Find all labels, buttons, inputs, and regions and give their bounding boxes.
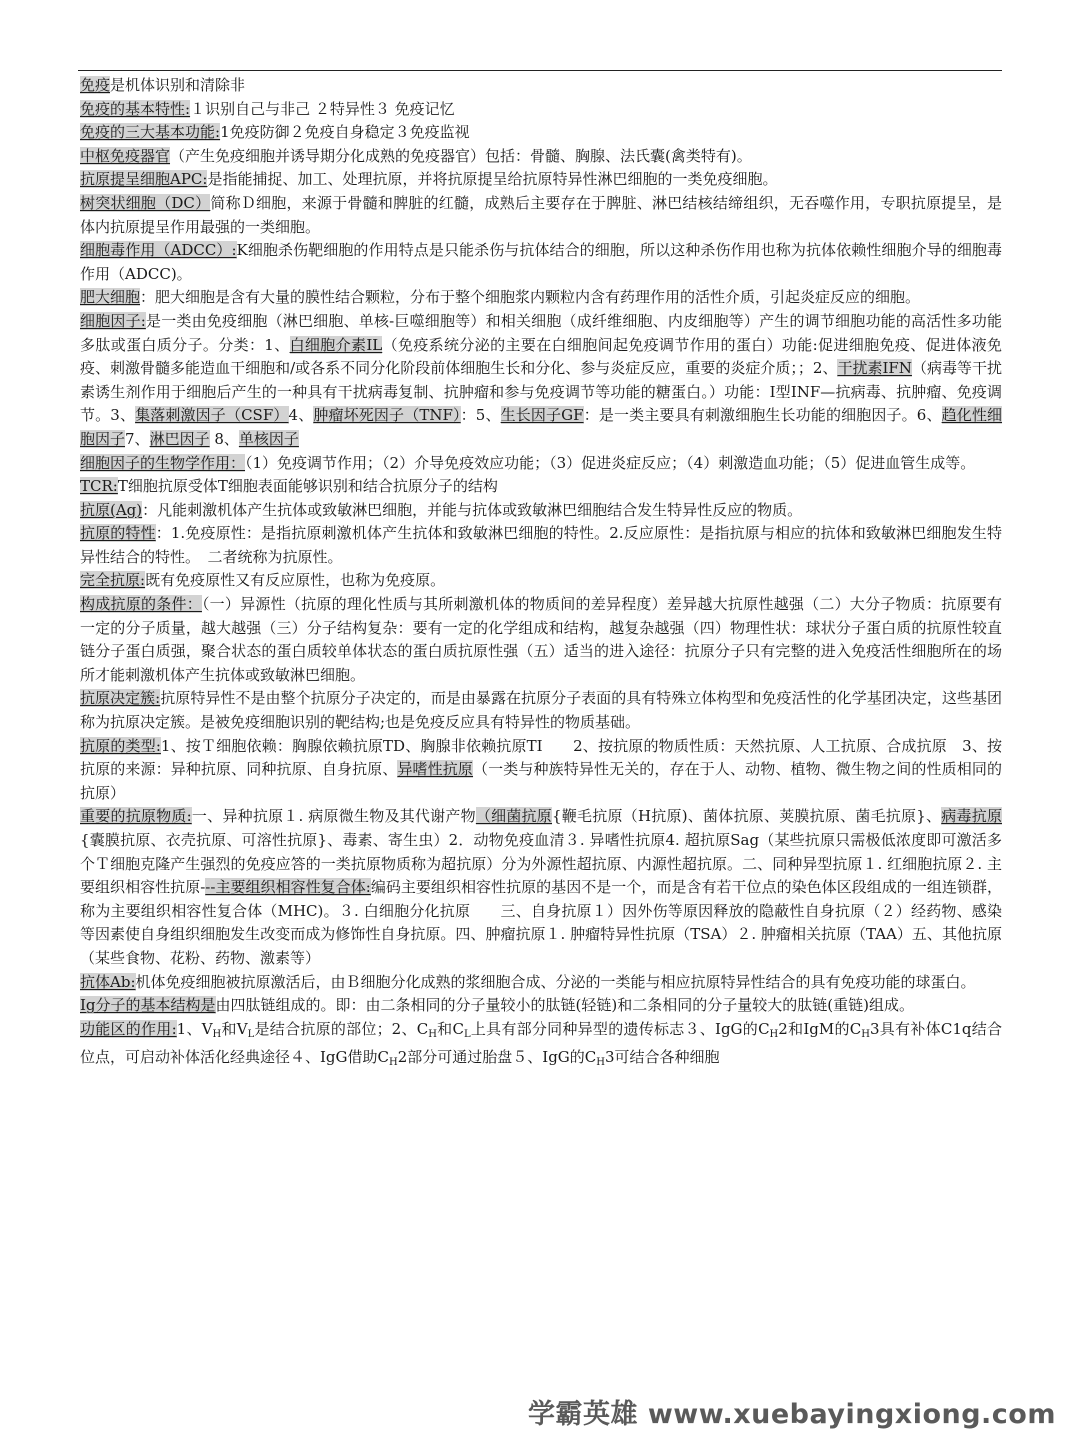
paragraph: TCR:T细胞抗原受体T细胞表面能够识别和结合抗原分子的结构: [80, 477, 498, 496]
paragraph: 树突状细胞（DC）简称Ｄ细胞，来源于骨髓和脾脏的红髓，成熟后主要存在于脾脏、淋巴结核结缔组织，无吞噬作用，专职抗原提呈，是体内抗原提呈作用最强的一类细胞。: [80, 193, 1002, 236]
paragraph: 抗体Ab:机体免疫细胞被抗原激活后，由Ｂ细胞分化成熟的浆细胞合成、分泌的一类能与相应抗原特异性结合的具有免疫功能的球蛋白。: [80, 972, 976, 991]
term: 白细胞介素IL: [289, 335, 383, 354]
paragraph: 功能区的作用:1、$V_H$和$V_L$是结合抗原的部位；2、$C_H$和$C_L$上具有部分同种异型的遗传标志３、IgG的$C_H2$和IgM的$C_H3$具有补体C1q结合位点，可启动补体活化经典途径４、IgG借助$C_H2$部分可通过胎盘５、IgG的$C_H3$可结合各种细胞: [80, 1019, 1002, 1069]
term: Ig分子的基本结构是: [80, 996, 216, 1015]
paragraph: 细胞因子的生物学作用：（1）免疫调节作用；（2）介导免疫效应功能；（3）促进炎症反应；（4）刺激造血功能；（5）促进血管生成等。: [80, 453, 976, 472]
term: 细胞毒作用（ADCC）:: [80, 241, 237, 260]
term: 完全抗原:: [80, 571, 146, 590]
paragraph: 免疫的基本特性:１识别自己与非己 ２特异性３ 免疫记忆: [80, 99, 455, 118]
term: 肿瘤坏死因子（TNF）: [313, 406, 461, 425]
paragraph: 重要的抗原物质:一、异种抗原１. 病原微生物及其代谢产物（细菌抗原{鞭毛抗原（H抗原)、菌体抗原、荚膜抗原、菌毛抗原}、病毒抗原{囊膜抗原、衣壳抗原、可溶性抗原}、毒素、寄生虫）2．动物免疫血清３. 异嗜性抗原4. 超抗原Sag（某些抗原只需极低浓度即可激活多个Ｔ细胞克隆产生强烈的免疫应答的一类抗原物质称为超抗原）分为外源性超抗原、内源性超抗原。二、同种异型抗原１. 红细胞抗原２. 主要组织相容性抗原---主要组织相容性复合体:编码主要组织相容性抗原的基因不是一个，而是含有若干位点的染色体区段组成的一组连锁群，称为主要组织相容性复合体（MHC)。３. 白细胞分化抗原 三、自身抗原１）因外伤等原因释放的隐蔽性自身抗原（２）经药物、感染等因素使自身组织细胞发生改变而成为修饰性自身抗原。四、肿瘤抗原１. 肿瘤特异性抗原（TSA）２. 肿瘤相关抗原（TAA）五、其他抗原（某些食物、花粉、药物、激素等）: [80, 807, 1002, 967]
term: 抗体: [80, 972, 111, 991]
term: 免疫: [80, 76, 111, 94]
term: 免疫的三大基本功能:: [80, 123, 221, 142]
paragraph: 构成抗原的条件：（一）异源性（抗原的理化性质与其所刺激机体的物质间的差异程度）差异越大抗原性越强（二）大分子物质：抗原要有一定的分子质量，越大越强（三）分子结构复杂：要有一定的化学组成和结构，越复杂越强（四）物理性状：球状分子蛋白质的抗原性较直链分子蛋白质强，聚合状态的蛋白质较单体状态的蛋白质抗原性强（五）适当的进入途径：抗原分子只有完整的进入免疫活性细胞所在的场所才能刺激机体产生抗体或致敏淋巴细胞。: [80, 595, 1002, 684]
paragraph: 抗原的特性：1.免疫原性：是指抗原刺激机体产生抗体和致敏淋巴细胞的特性。2.反应原性：是指抗原与相应的抗体和致敏淋巴细胞发生特异性结合的特性。 二者统称为抗原性。: [80, 524, 1002, 566]
paragraph: 抗原的类型:1、按Ｔ细胞依赖：胸腺依赖抗原TD、胸腺非依赖抗原TI 2、按抗原的物质性质：天然抗原、人工抗原、合成抗原 3、按抗原的来源：异种抗原、同种抗原、自身抗原、异嗜性抗原（一类与种族特异性无关的，存在于人、动物、植物、微生物之间的性质相同的抗原）: [80, 736, 1002, 802]
term: 抗原的特性: [80, 524, 156, 543]
term: 集落刺激因子（CSF）: [135, 406, 289, 425]
term: 抗原决定簇:: [80, 689, 161, 708]
term: 免疫的基本特性:: [80, 99, 191, 118]
term: 肥大细胞: [80, 288, 141, 307]
term: 抗原提呈细胞APC:: [80, 170, 208, 189]
term: 构成抗原的条件：: [80, 595, 202, 614]
header-rule: [78, 70, 1002, 71]
paragraph: 免疫是机体识别和清除非: [80, 76, 246, 94]
term: （细菌抗原: [475, 807, 553, 826]
term: 重要的抗原物质:: [80, 807, 192, 826]
footer-watermark: 学霸英雄 www.xuebayingxiong.com: [527, 1399, 1056, 1430]
term: 淋巴因子: [149, 429, 210, 448]
term: 中枢免疫器官: [80, 146, 171, 165]
term: 细胞因子的生物学作用：: [80, 453, 246, 472]
term: 干扰素IFN: [837, 359, 912, 378]
term: 树突状细胞（DC）: [80, 193, 211, 212]
paragraph: 免疫的三大基本功能:1免疫防御２免疫自身稳定３免疫监视: [80, 123, 470, 142]
term: 抗原的类型:: [80, 736, 161, 755]
paragraph: Ig分子的基本结构是由四肽链组成的。即：由二条相同的分子量较小的肽链(轻链)和二条相同的分子量较大的肽链(重链)组成。: [80, 996, 914, 1015]
term: Ab:: [110, 972, 136, 991]
paragraph: 细胞毒作用（ADCC）:K细胞杀伤靶细胞的作用特点是只能杀伤与抗体结合的细胞，所以这种杀伤作用也称为抗体依赖性细胞介导的细胞毒作用（ADCC)。: [80, 241, 1002, 283]
term: 单核因子: [238, 429, 299, 448]
paragraph: 完全抗原:既有免疫原性又有反应原性，也称为免疫原。: [80, 571, 446, 590]
term: --主要组织相容性复合体:: [205, 878, 371, 897]
term: 细胞因子:: [80, 311, 146, 330]
paragraph: 细胞因子:是一类由免疫细胞（淋巴细胞、单核-巨噬细胞等）和相关细胞（成纤维细胞、内皮细胞等）产生的调节细胞功能的高活性多功能多肽或蛋白质分子。分类：1、白细胞介素IL（免疫系统分泌的主要在白细胞间起免疫调节作用的蛋白）功能:促进细胞免疫、促进体液免疫、刺激骨髓多能造血干细胞和/或各系不同分化阶段前体细胞生长和分化、参与炎症反应，重要的炎症介质；；2、干扰素IFN（病毒等干扰素诱生剂作用于细胞后产生的一种具有干扰病毒复制、抗肿瘤和参与免疫调节等功能的糖蛋白。）功能：Ⅰ型INF—抗病毒、抗肿瘤、免疫调节。3、集落刺激因子（CSF）4、肿瘤坏死因子（TNF）：5、生长因子GF：是一类主要具有刺激细胞生长功能的细胞因子。6、趋化性细胞因子7、淋巴因子 8、单核因子: [80, 311, 1003, 448]
paragraph: 抗原提呈细胞APC:是指能捕捉、加工、处理抗原，并将抗原提呈给抗原特异性淋巴细胞的一类免疫细胞。: [80, 170, 778, 189]
term: 抗原(Ag): [80, 500, 143, 519]
document-body: [80, 74, 1002, 1075]
paragraph: 抗原(Ag)：凡能刺激机体产生抗体或致敏淋巴细胞，并能与抗体或致敏淋巴细胞结合发生特异性反应的物质。: [80, 500, 803, 519]
term: 功能区的作用:: [80, 1019, 177, 1038]
term: 生长因子GF: [500, 406, 584, 425]
term: 趋化性细胞因子: [80, 406, 1003, 448]
term: TCR:: [80, 477, 118, 496]
term: 异嗜性抗原: [397, 760, 474, 779]
paragraph: 中枢免疫器官（产生免疫细胞并诱导期分化成熟的免疫器官）包括：骨髓、胸腺、法氏囊(禽类特有)。: [80, 146, 752, 165]
paragraph: 肥大细胞：肥大细胞是含有大量的膜性结合颗粒，分布于整个细胞浆内颗粒内含有药理作用的活性介质，引起炎症反应的细胞。: [80, 288, 921, 307]
paragraph: 抗原决定簇:抗原特异性不是由整个抗原分子决定的，而是由暴露在抗原分子表面的具有特殊立体构型和免疫活性的化学基团决定，这些基团称为抗原决定簇。是被免疫细胞识别的靶结构;也是免疫反应具有特异性的物质基础。: [80, 689, 1002, 732]
term: 病毒抗原: [941, 807, 1002, 826]
